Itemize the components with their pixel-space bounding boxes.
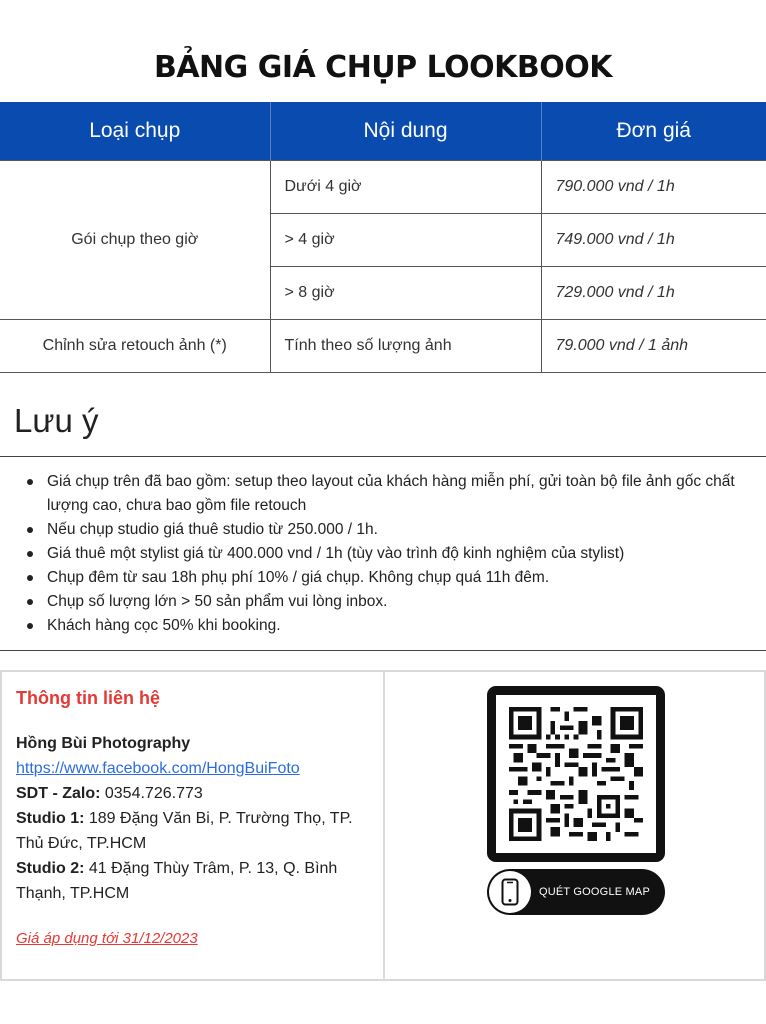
divider xyxy=(0,650,766,651)
price-cell: 729.000 vnd / 1h xyxy=(541,266,766,319)
contact-info xyxy=(2,672,385,979)
notes-list xyxy=(47,470,759,638)
studio-name: Hồng Bùi Photography xyxy=(16,735,191,752)
contact-box xyxy=(0,670,766,981)
content-cell: > 8 giờ xyxy=(270,266,541,319)
note-item: Chụp số lượng lớn > 50 sản phẩm vui lòng inbox. xyxy=(47,590,759,614)
google-map-button[interactable] xyxy=(487,869,665,915)
table-row xyxy=(0,319,766,372)
type-cell: Gói chụp theo giờ xyxy=(0,160,270,319)
table-header-row xyxy=(0,102,766,160)
price-validity-note: Giá áp dụng tới 31/12/2023 xyxy=(16,930,198,947)
studio1-label: Studio 1: xyxy=(16,810,85,827)
phone-line xyxy=(16,781,369,806)
studio2-line xyxy=(16,856,369,906)
note-item: Giá thuê một stylist giá từ 400.000 vnd / 1h (tùy vào trình độ kinh nghiệm của stylist) xyxy=(47,542,759,566)
google-map-label: QUÉT GOOGLE MAP xyxy=(539,886,650,898)
note-item: Khách hàng cọc 50% khi booking. xyxy=(47,614,759,638)
studio2-address: 41 Đặng Thùy Trâm, P. 13, Q. Bình Thạnh, TP.HCM xyxy=(16,860,338,902)
price-table xyxy=(0,102,766,373)
studio1-address: 189 Đặng Văn Bi, P. Trường Thọ, TP. Thủ Đức, TP.HCM xyxy=(16,810,353,852)
notes-title: Lưu ý xyxy=(14,402,99,439)
facebook-link[interactable]: https://www.facebook.com/HongBuiFoto xyxy=(16,760,300,777)
studio1-line xyxy=(16,806,369,856)
page-title: BẢNG GIÁ CHỤP LOOKBOOK xyxy=(153,50,613,85)
note-item: Nếu chụp studio giá thuê studio từ 250.000 / 1h. xyxy=(47,518,759,542)
price-cell: 749.000 vnd / 1h xyxy=(541,213,766,266)
studio2-label: Studio 2: xyxy=(16,860,85,877)
price-cell: 790.000 vnd / 1h xyxy=(541,160,766,213)
type-cell: Chỉnh sửa retouch ảnh (*) xyxy=(0,319,270,372)
content-cell: > 4 giờ xyxy=(270,213,541,266)
contact-heading: Thông tin liên hệ xyxy=(16,688,160,708)
header-type: Loại chụp xyxy=(0,102,270,160)
phone-icon xyxy=(489,871,531,913)
content-cell: Tính theo số lượng ảnh xyxy=(270,319,541,372)
qr-code-icon xyxy=(508,707,644,841)
table-row xyxy=(0,160,766,213)
header-price: Đơn giá xyxy=(541,102,766,160)
divider xyxy=(0,456,766,457)
note-item: Chụp đêm từ sau 18h phụ phí 10% / giá chụp. Không chụp quá 11h đêm. xyxy=(47,566,759,590)
qr-panel xyxy=(385,672,764,979)
note-item: Giá chụp trên đã bao gồm: setup theo layout của khách hàng miễn phí, gửi toàn bộ file ảnh gốc chất lượng cao, chưa bao gồm file retouch xyxy=(47,470,759,518)
content-cell: Dưới 4 giờ xyxy=(270,160,541,213)
header-content: Nội dung xyxy=(270,102,541,160)
phone-value: 0354.726.773 xyxy=(100,785,203,802)
phone-label: SDT - Zalo: xyxy=(16,785,101,802)
price-cell: 79.000 vnd / 1 ảnh xyxy=(541,319,766,372)
qr-code[interactable] xyxy=(487,686,665,862)
